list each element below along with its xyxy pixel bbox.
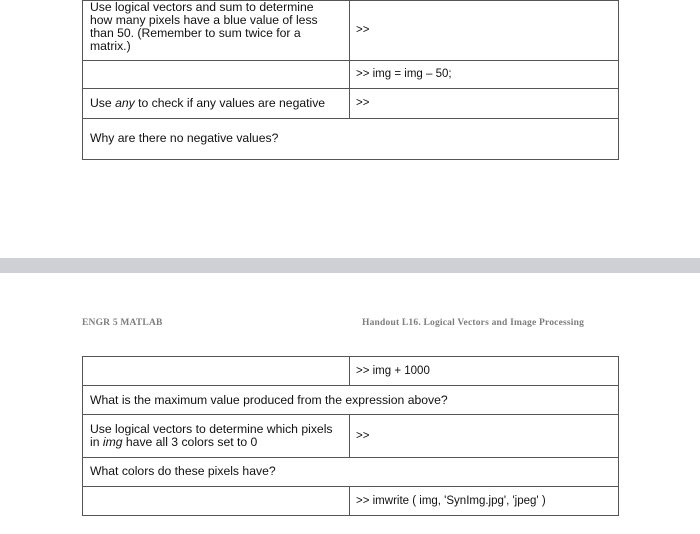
question-line: Use logical vectors to determine which pixels: [90, 422, 333, 436]
question-line: [90, 436, 343, 449]
table-row: [83, 487, 619, 516]
question-line: than 50. (Remember to sum twice for a: [90, 26, 301, 40]
answer-cell[interactable]: [350, 89, 619, 119]
matlab-prompt: >>: [356, 97, 370, 109]
question-text: Why are there no negative values?: [90, 131, 279, 145]
answer-cell[interactable]: [350, 357, 619, 386]
page-break: [0, 258, 700, 273]
question-line: how many pixels have a blue value of less: [90, 13, 318, 27]
question-text: in: [90, 435, 103, 449]
page-header-right: Handout L16. Logical Vectors and Image Processing: [362, 318, 585, 328]
answer-cell[interactable]: [350, 415, 619, 458]
question-text: Use: [90, 96, 116, 110]
answer-cell[interactable]: [350, 1, 619, 61]
answer-cell[interactable]: [350, 61, 619, 89]
table-row: [83, 415, 619, 458]
question-cell: [83, 61, 350, 89]
table-row: [83, 89, 619, 119]
matlab-command: >> img + 1000: [356, 364, 430, 377]
question-line: matrix.): [90, 39, 131, 53]
matlab-prompt: >>: [356, 24, 370, 36]
question-line: Use logical vectors and sum to determine: [90, 0, 314, 14]
table-row: [83, 119, 619, 160]
question-text: have all 3 colors set to 0: [122, 435, 258, 449]
table-row: [83, 458, 619, 487]
question-cell[interactable]: [83, 386, 619, 415]
question-cell: [83, 89, 350, 119]
question-text: What colors do these pixels have?: [90, 464, 276, 478]
question-emphasis: img: [102, 435, 123, 449]
question-cell: [83, 415, 350, 458]
table-row: [83, 1, 619, 61]
table-row: [83, 386, 619, 415]
worksheet-table-bottom: [82, 356, 619, 516]
matlab-command: >> imwrite ( img, 'SynImg.jpg', 'jpeg' ): [356, 494, 546, 507]
page-header-left: ENGR 5 MATLAB: [82, 318, 163, 328]
question-cell: [83, 1, 350, 61]
worksheet-table-top: [82, 0, 619, 160]
table-row: [83, 61, 619, 89]
question-emphasis: any: [115, 96, 135, 110]
question-cell[interactable]: [83, 458, 619, 487]
question-text: What is the maximum value produced from the expression above?: [90, 392, 448, 407]
question-text: to check if any values are negative: [134, 96, 326, 110]
answer-cell[interactable]: [350, 487, 619, 516]
table-row: [83, 357, 619, 386]
matlab-command: >> img = img – 50;: [356, 68, 452, 80]
matlab-prompt: >>: [356, 429, 370, 442]
question-cell: [83, 487, 350, 516]
question-cell[interactable]: [83, 119, 619, 160]
question-cell: [83, 357, 350, 386]
